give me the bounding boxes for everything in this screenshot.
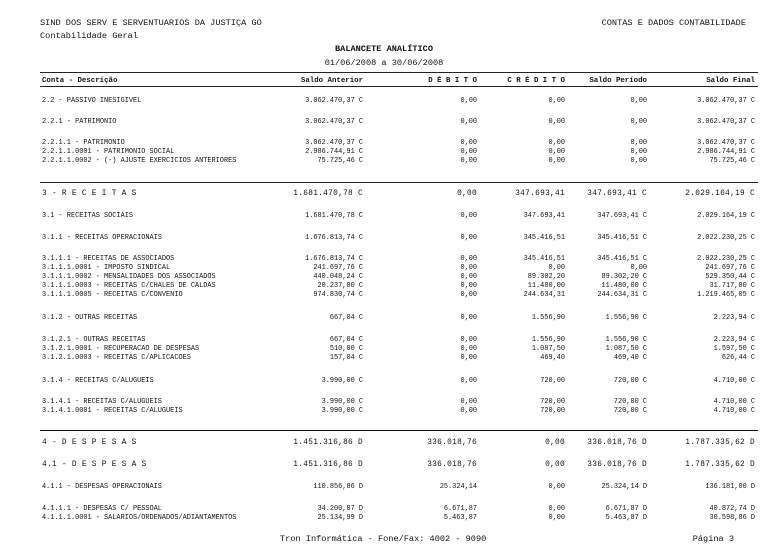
footer-company: Tron Informática - Fone/Fax: 4002 - 9090 (280, 534, 487, 544)
table-row (40, 234, 758, 244)
page-number: Página 3 (692, 534, 734, 544)
cell-saldo-final: 3.062.470,37 C (697, 139, 755, 147)
cell-saldo-periodo: 0,00 (630, 97, 647, 105)
cell-credito: 244.634,31 (523, 291, 565, 299)
cell-saldo-final: 136.181,00 D (705, 483, 755, 491)
table-row (40, 291, 758, 301)
cell-debito: 5.463,87 (443, 514, 477, 522)
cell-saldo-periodo: 1.556,90 C (605, 336, 647, 344)
cell-saldo-final: 31.717,00 C (709, 282, 755, 290)
cell-conta: 2.2.1 - PATRIMONIO (42, 118, 117, 126)
col-header-saldo-periodo: Saldo Período (589, 77, 647, 85)
cell-conta: 3.1.1.1.0001 - IMPOSTO SINDICAL (42, 264, 171, 272)
cell-debito: 0,00 (460, 345, 477, 353)
col-header-saldo-final: Saldo Final (706, 77, 755, 85)
cell-saldo-final: 626,44 C (721, 354, 755, 362)
cell-debito: 0,00 (457, 190, 477, 198)
cell-credito: 1.087,50 (531, 345, 565, 353)
cell-saldo-periodo: 469,40 C (613, 354, 647, 362)
cell-saldo-periodo: 347.693,41 C (587, 190, 647, 198)
report-period: 01/06/2008 a 30/06/2008 (324, 58, 444, 68)
header-rule-bottom (40, 86, 758, 87)
cell-debito: 0,00 (460, 234, 477, 242)
cell-credito: 0,00 (548, 139, 565, 147)
cell-conta: 3 - R E C E I T A S (42, 190, 137, 198)
table-row (40, 407, 758, 417)
col-header-conta: Conta - Descrição (42, 77, 118, 85)
table-row (40, 97, 758, 107)
cell-saldo-final: 75.725,46 C (709, 157, 755, 165)
cell-conta: 2.2.1.1.0002 - (-) AJUSTE EXERCICIOS ANTERIORES (42, 157, 237, 165)
header-right-title: CONTAS E DADOS CONTABILIDADE (601, 18, 746, 28)
cell-saldo-anterior: 3.062.470,37 C (305, 118, 363, 126)
cell-conta: 3.1.1 - RECEITAS OPERACIONAIS (42, 234, 162, 242)
cell-saldo-anterior: 667,04 C (329, 336, 363, 344)
cell-saldo-final: 1.597,50 C (713, 345, 755, 353)
cell-credito: 0,00 (548, 118, 565, 126)
cell-credito: 347.693,41 (515, 190, 565, 198)
cell-credito: 89.302,20 (527, 273, 565, 281)
cell-credito: 469,40 (540, 354, 565, 362)
cell-conta: 4.1.1.1 - DESPESAS C/ PESSOAL (42, 505, 162, 513)
cell-credito: 0,00 (548, 483, 565, 491)
cell-conta: 2.2.1.1 - PATRIMONIO (42, 139, 125, 147)
table-row (40, 377, 758, 387)
cell-saldo-anterior: 110.856,86 D (313, 483, 363, 491)
cell-saldo-periodo: 0,00 (630, 157, 647, 165)
cell-saldo-final: 2.223,94 C (713, 336, 755, 344)
cell-conta: 3.1.1.1.0003 - RECEITAS C/CHALES DE CALDAS (42, 282, 216, 290)
header-rule-top (40, 72, 758, 73)
cell-conta: 3.1.4.1 - RECEITAS C/ALUGUEIS (42, 398, 162, 406)
table-row (40, 212, 758, 222)
cell-saldo-periodo: 0,00 (630, 139, 647, 147)
cell-debito: 0,00 (460, 255, 477, 263)
cell-credito: 720,00 (540, 377, 565, 385)
organization-name: SIND DOS SERV E SERVENTUARIOS DA JUSTIÇA GO (40, 18, 262, 28)
cell-saldo-anterior: 25.134,99 D (317, 514, 363, 522)
cell-saldo-anterior: 3.062.470,37 C (305, 97, 363, 105)
cell-credito: 0,00 (548, 505, 565, 513)
cell-debito: 6.671,87 (443, 505, 477, 513)
table-row (40, 118, 758, 128)
cell-saldo-final: 2.022.230,25 C (697, 234, 755, 242)
cell-conta: 3.1.2.1.0001 - RECUPERACAO DE DESPESAS (42, 345, 200, 353)
cell-debito: 0,00 (460, 354, 477, 362)
cell-saldo-final: 2.986.744,91 C (697, 148, 755, 156)
cell-saldo-anterior: 3.990,00 C (321, 398, 363, 406)
cell-saldo-anterior: 2.986.744,91 C (305, 148, 363, 156)
cell-credito: 720,00 (540, 398, 565, 406)
cell-saldo-periodo: 1.556,90 C (605, 314, 647, 322)
cell-debito: 0,00 (460, 97, 477, 105)
cell-saldo-periodo: 720,00 C (613, 407, 647, 415)
cell-saldo-periodo: 89.302,20 C (601, 273, 647, 281)
col-header-debito: D É B I T O (428, 77, 477, 85)
cell-saldo-periodo: 0,00 (630, 118, 647, 126)
col-header-saldo-anterior: Saldo Anterior (300, 77, 363, 85)
cell-credito: 11.480,00 (527, 282, 565, 290)
table-row (40, 461, 758, 471)
cell-saldo-periodo: 1.087,50 C (605, 345, 647, 353)
cell-credito: 0,00 (548, 514, 565, 522)
cell-saldo-anterior: 75.725,46 C (317, 157, 363, 165)
cell-credito: 345.416,51 (523, 234, 565, 242)
cell-saldo-final: 529.350,44 C (705, 273, 755, 281)
cell-debito: 0,00 (460, 118, 477, 126)
cell-credito: 0,00 (545, 461, 565, 469)
cell-saldo-anterior: 1.676.813,74 C (305, 234, 363, 242)
cell-debito: 0,00 (460, 264, 477, 272)
cell-saldo-final: 1.787.335,62 D (685, 461, 755, 469)
cell-saldo-periodo: 11.480,00 C (601, 282, 647, 290)
cell-saldo-final: 4.710,00 C (713, 407, 755, 415)
cell-saldo-anterior: 440.048,24 C (313, 273, 363, 281)
cell-debito: 0,00 (460, 157, 477, 165)
cell-saldo-final: 4.710,00 C (713, 398, 755, 406)
cell-saldo-anterior: 1.681.470,78 C (293, 190, 363, 198)
cell-saldo-periodo: 720,00 C (613, 377, 647, 385)
cell-saldo-final: 3.062.470,37 C (697, 97, 755, 105)
cell-saldo-anterior: 34.200,87 D (317, 505, 363, 513)
cell-saldo-anterior: 1.451.316,86 D (293, 461, 363, 469)
cell-conta: 4.1.1 - DESPESAS OPERACIONAIS (42, 483, 162, 491)
cell-debito: 0,00 (460, 139, 477, 147)
cell-conta: 4.1.1.1.0001 - SALARIOS/ORDENADOS/ADIANTAMENTOS (42, 514, 237, 522)
cell-conta: 3.1.4 - RECEITAS C/ALUGUEIS (42, 377, 154, 385)
cell-debito: 0,00 (460, 148, 477, 156)
cell-saldo-periodo: 25.324,14 D (601, 483, 647, 491)
cell-saldo-anterior: 974.830,74 C (313, 291, 363, 299)
cell-saldo-anterior: 3.062.470,37 C (305, 139, 363, 147)
cell-debito: 25.324,14 (439, 483, 477, 491)
cell-saldo-periodo: 244.634,31 C (597, 291, 647, 299)
cell-saldo-final: 2.029.164,19 C (697, 212, 755, 220)
cell-debito: 0,00 (460, 336, 477, 344)
cell-saldo-periodo: 336.018,76 D (587, 461, 647, 469)
cell-saldo-anterior: 510,00 C (329, 345, 363, 353)
cell-credito: 1.556,90 (531, 314, 565, 322)
cell-debito: 0,00 (460, 377, 477, 385)
table-row (40, 354, 758, 364)
cell-saldo-final: 2.029.164,19 C (685, 190, 755, 198)
cell-saldo-final: 3.062.470,37 C (697, 118, 755, 126)
cell-conta: 3.1.4.1.0001 - RECEITAS C/ALUGUEIS (42, 407, 183, 415)
cell-saldo-periodo: 347.693,41 C (597, 212, 647, 220)
col-header-credito: C R É D I T O (507, 77, 565, 85)
cell-saldo-final: 1.787.335,62 D (685, 439, 755, 447)
cell-credito: 1.556,90 (531, 336, 565, 344)
cell-saldo-periodo: 720,00 C (613, 398, 647, 406)
cell-debito: 336.018,76 (427, 439, 477, 447)
cell-conta: 3.1.1.1 - RECEITAS DE ASSOCIADOS (42, 255, 175, 263)
cell-conta: 2.2 - PASSIVO INESIGIVEL (42, 97, 142, 105)
cell-saldo-periodo: 336.018,76 D (587, 439, 647, 447)
cell-debito: 0,00 (460, 407, 477, 415)
cell-credito: 0,00 (548, 157, 565, 165)
cell-debito: 0,00 (460, 398, 477, 406)
department-name: Contabilidade Geral (40, 31, 138, 41)
cell-debito: 0,00 (460, 273, 477, 281)
cell-debito: 0,00 (460, 314, 477, 322)
cell-saldo-final: 2.022.230,25 C (697, 255, 755, 263)
cell-saldo-periodo: 0,00 (630, 264, 647, 272)
table-row (40, 514, 758, 524)
cell-saldo-anterior: 157,04 C (329, 354, 363, 362)
cell-conta: 4 - D E S P E S A S (42, 439, 137, 447)
cell-saldo-final: 1.219.465,05 C (697, 291, 755, 299)
cell-credito: 345.416,51 (523, 255, 565, 263)
cell-credito: 0,00 (548, 148, 565, 156)
cell-saldo-final: 4.710,00 C (713, 377, 755, 385)
cell-saldo-anterior: 1.681.470,78 C (305, 212, 363, 220)
cell-saldo-final: 30.598,86 D (709, 514, 755, 522)
cell-conta: 3.1 - RECEITAS SOCIAIS (42, 212, 133, 220)
cell-saldo-periodo: 6.671,87 D (605, 505, 647, 513)
cell-saldo-periodo: 0,00 (630, 148, 647, 156)
cell-credito: 0,00 (548, 264, 565, 272)
cell-saldo-anterior: 1.451.316,86 D (293, 439, 363, 447)
cell-saldo-periodo: 345.416,51 C (597, 234, 647, 242)
cell-debito: 0,00 (460, 282, 477, 290)
cell-credito: 720,00 (540, 407, 565, 415)
cell-conta: 3.1.2.1 - OUTRAS RECEITAS (42, 336, 146, 344)
cell-debito: 336.018,76 (427, 461, 477, 469)
cell-saldo-anterior: 20.237,00 C (317, 282, 363, 290)
section-divider (40, 182, 758, 183)
cell-saldo-periodo: 5.463,87 D (605, 514, 647, 522)
cell-credito: 0,00 (545, 439, 565, 447)
table-row (40, 157, 758, 167)
cell-credito: 347.693,41 (523, 212, 565, 220)
cell-debito: 0,00 (460, 291, 477, 299)
cell-saldo-periodo: 345.416,51 C (597, 255, 647, 263)
cell-saldo-final: 241.697,76 C (705, 264, 755, 272)
section-divider (40, 430, 758, 431)
table-row (40, 314, 758, 324)
table-row (40, 439, 758, 449)
cell-credito: 0,00 (548, 97, 565, 105)
cell-debito: 0,00 (460, 212, 477, 220)
cell-conta: 3.1.2 - OUTRAS RECEITAS (42, 314, 138, 322)
cell-saldo-final: 40.872,74 D (709, 505, 755, 513)
cell-saldo-anterior: 3.990,00 C (321, 377, 363, 385)
report-title: BALANCETE ANALÍTICO (335, 44, 433, 54)
table-row (40, 483, 758, 493)
cell-saldo-anterior: 1.676.813,74 C (305, 255, 363, 263)
cell-conta: 3.1.1.1.0002 - MENSALIDADES DOS ASSOCIADOS (42, 273, 216, 281)
cell-conta: 3.1.2.1.0003 - RECEITAS C/APLICACOES (42, 354, 191, 362)
cell-conta: 3.1.1.1.0005 - RECEITAS C/CONVENIO (42, 291, 183, 299)
cell-saldo-anterior: 3.990,00 C (321, 407, 363, 415)
cell-saldo-final: 2.223,94 C (713, 314, 755, 322)
cell-conta: 4.1 - D E S P E S A S (42, 461, 147, 469)
cell-conta: 2.2.1.1.0001 - PATRIMONIO SOCIAL (42, 148, 175, 156)
cell-saldo-anterior: 241.697,76 C (313, 264, 363, 272)
table-row (40, 190, 758, 200)
cell-saldo-anterior: 667,04 C (329, 314, 363, 322)
